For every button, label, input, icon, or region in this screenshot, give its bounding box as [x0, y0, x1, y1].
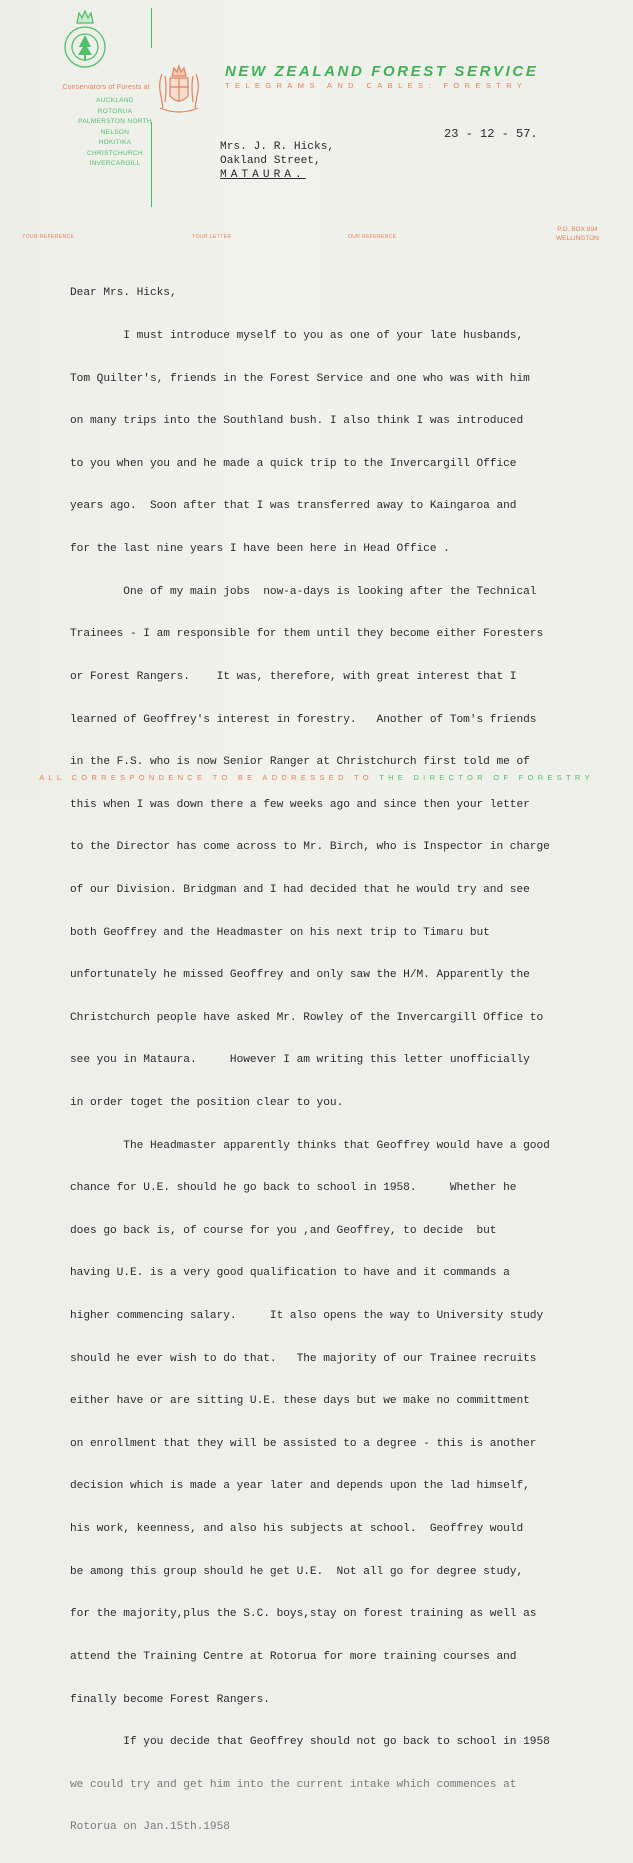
body-line: One of my main jobs now-a-days is looking after the Technical: [70, 585, 537, 598]
conservator-christchurch: CHRISTCHURCH: [87, 149, 143, 157]
conservator-palmerston-north: PALMERSTON NORTH: [78, 118, 152, 125]
footer-address-line: [0, 773, 633, 782]
footer-part-1: ALL CORRESPONDENCE TO BE ADDRESSED TO: [39, 773, 373, 782]
body-line: be among this group should he get U.E. Not all go for degree study,: [70, 1565, 524, 1578]
conservator-hokitika: HOKITIKA: [98, 139, 132, 146]
body-line: either have or are sitting U.E. these days but we make no committment: [70, 1395, 530, 1408]
body-line: we could try and get him into the current intake which commences at: [70, 1778, 517, 1791]
conservator-nelson: NELSON: [100, 128, 130, 136]
body-line: for the majority,plus the S.C. boys,stay on forest training as well as: [70, 1608, 537, 1621]
body-line: in the F.S. who is now Senior Ranger at Christchurch first told me of: [70, 756, 530, 769]
body-line: attend the Training Centre at Rotorua for more training courses and: [70, 1650, 517, 1663]
body-line: higher commencing salary. It also opens the way to University study: [70, 1310, 544, 1323]
body-line: for the last nine years I have been here in Head Office .: [70, 543, 450, 556]
recipient-name: Mrs. J. R. Hicks,: [220, 141, 335, 153]
po-box-city: WELLINGTON: [556, 235, 599, 242]
body-line: Trainees - I am responsible for them until they become either Foresters: [70, 628, 544, 641]
conservator-invercargill: INVERCARGILL: [89, 160, 141, 167]
body-line: Tom Quilter's, friends in the Forest Service and one who was with him: [70, 372, 530, 385]
conservators-title: Conservators of Forests at: [62, 84, 150, 91]
footer-part-2: THE DIRECTOR OF FORESTRY: [379, 773, 594, 782]
body-line: see you in Mataura. However I am writing this letter unofficially: [70, 1054, 530, 1067]
body-line: in order toget the position clear to you.: [70, 1096, 344, 1109]
body-line: of our Division. Bridgman and I had decided that he would try and see: [70, 883, 530, 896]
body-line: The Headmaster apparently thinks that Geoffrey would have a good: [70, 1139, 550, 1152]
your-reference-label: YOUR REFERENCE: [22, 234, 75, 240]
recipient-address: [220, 140, 334, 182]
body-line: on many trips into the Southland bush. I also think I was introduced: [70, 415, 524, 428]
body-line: his work, keenness, and also his subjects at school. Geoffrey would: [70, 1523, 524, 1536]
recipient-street: Oakland Street,: [220, 155, 321, 167]
salutation: Dear Mrs. Hicks,: [70, 287, 177, 300]
conservator-auckland: AUCKLAND: [96, 97, 134, 104]
body-line: decision which is made a year later and depends upon the lad himself,: [70, 1480, 530, 1493]
body-line: I must introduce myself to you as one of your late husbands,: [70, 330, 524, 343]
body-line: to the Director has come across to Mr. Birch, who is Inspector in charge: [70, 841, 550, 854]
po-box: [556, 225, 599, 243]
telegrams-line: TELEGRAMS AND CABLES: FORESTRY: [225, 81, 528, 90]
body-line: having U.E. is a very good qualification to have and it commands a: [70, 1267, 510, 1280]
body-line: years ago. Soon after that I was transferred away to Kaingaroa and: [70, 500, 517, 513]
body-line: on enrollment that they will be assisted to a degree - this is another: [70, 1437, 537, 1450]
conservator-rotorua: ROTORUA: [97, 107, 133, 115]
body-line: Christchurch people have asked Mr. Rowley of the Invercargill Office to: [70, 1011, 544, 1024]
letter-body: [70, 258, 550, 1863]
body-line: If you decide that Geoffrey should not go back to school in 1958: [70, 1736, 550, 1749]
body-line: chance for U.E. should he go back to school in 1958. Whether he: [70, 1182, 517, 1195]
coat-of-arms-icon: [150, 62, 208, 117]
our-reference-label: OUR REFERENCE: [348, 234, 397, 240]
divider-line-top: [151, 8, 152, 48]
body-line: this when I was down there a few weeks ago and since then your letter: [70, 798, 530, 811]
recipient-town: MATAURA.: [220, 169, 306, 181]
body-line: to you when you and he made a quick trip to the Invercargill Office: [70, 457, 517, 470]
body-line: finally become Forest Rangers.: [70, 1693, 270, 1706]
body-line: learned of Geoffrey's interest in forestry. Another of Tom's friends: [70, 713, 537, 726]
letter-date: 23 - 12 - 57.: [444, 127, 538, 141]
po-box-number: P.O. BOX 894: [557, 226, 598, 233]
body-line: does go back is, of course for you ,and Geoffrey, to decide but: [70, 1224, 497, 1237]
body-line: should he ever wish to do that. The majority of our Trainee recruits: [70, 1352, 537, 1365]
forest-service-crest-icon: [59, 7, 111, 73]
body-line: Rotorua on Jan.15th.1958: [70, 1821, 230, 1834]
body-line: unfortunately he missed Geoffrey and only saw the H/M. Apparently the: [70, 969, 530, 982]
body-line: or Forest Rangers. It was, therefore, with great interest that I: [70, 670, 517, 683]
your-letter-label: YOUR LETTER: [192, 234, 232, 240]
body-line: both Geoffrey and the Headmaster on his next trip to Timaru but: [70, 926, 490, 939]
organization-name: NEW ZEALAND FOREST SERVICE: [225, 63, 539, 80]
